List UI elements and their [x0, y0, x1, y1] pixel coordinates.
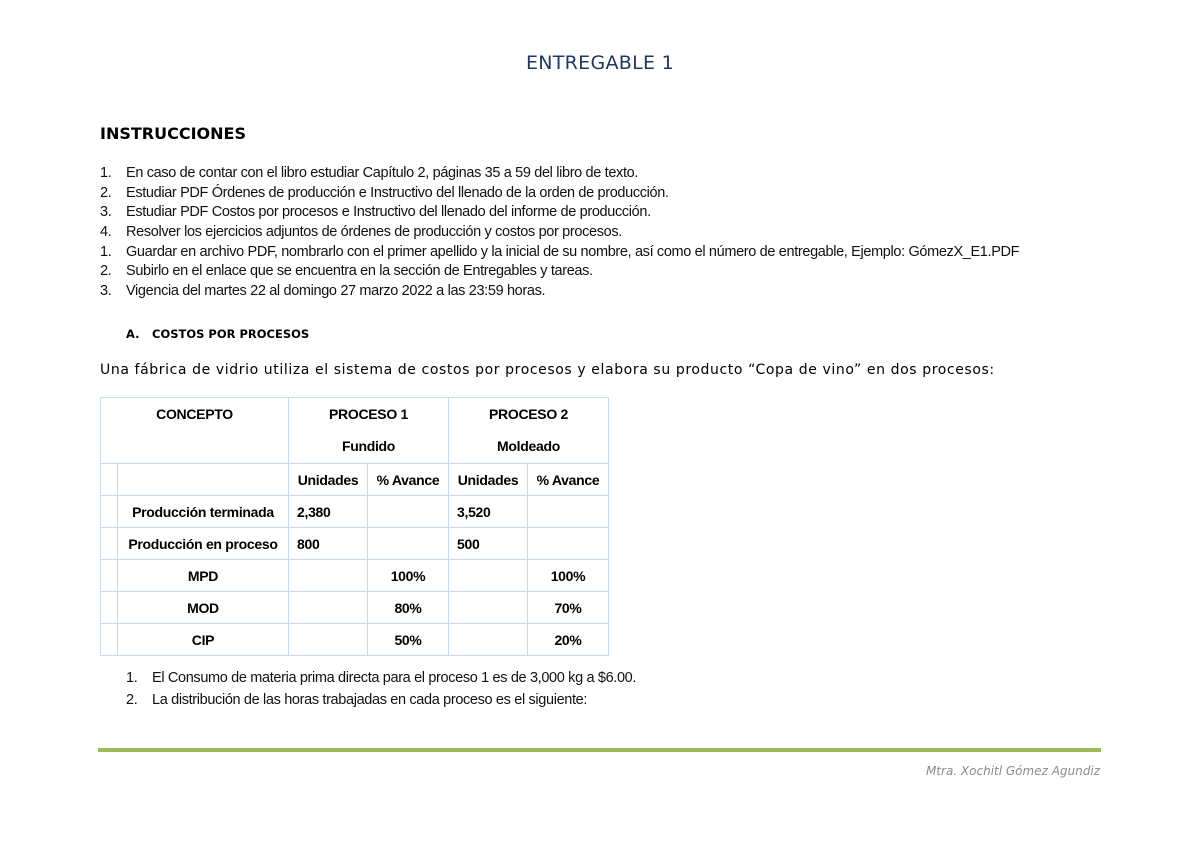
p1-progress-cell	[368, 496, 449, 528]
table-spacer-cell	[101, 528, 118, 560]
list-text: Resolver los ejercicios adjuntos de órdenes de producción y costos por procesos.	[126, 224, 622, 241]
p1-units-cell	[289, 624, 368, 656]
list-text: Estudiar PDF Órdenes de producción e Instructivo del llenado de la orden de producción.	[126, 184, 669, 201]
row-label: MPD	[118, 560, 289, 592]
table-spacer-cell	[101, 592, 118, 624]
table-spacer-cell	[101, 464, 118, 496]
list-text: Guardar en archivo PDF, nombrarlo con el primer apellido y la inicial de su nombre, así como el número de entregable, Ejemplo: GómezX_E1.PDF	[126, 243, 1020, 260]
list-text: Estudiar PDF Costos por procesos e Instructivo del llenado del informe de producción.	[126, 204, 651, 221]
p1-progress-cell: 50%	[368, 624, 449, 656]
p2-units-cell: 500	[449, 528, 528, 560]
list-item	[100, 243, 1100, 263]
table-row	[101, 528, 609, 560]
list-item	[100, 203, 1100, 223]
list-number: 3.	[100, 204, 112, 221]
p1-units-cell: 2,380	[289, 496, 368, 528]
p1-units-cell	[289, 560, 368, 592]
header-proceso-1: PROCESO 1 Fundido	[289, 398, 449, 464]
p2-progress-cell	[528, 496, 609, 528]
p2-progress-cell	[528, 528, 609, 560]
section-letter: A.	[126, 327, 140, 341]
subheader-units-p2: Unidades	[449, 464, 528, 496]
p2-units-cell: 3,520	[449, 496, 528, 528]
list-item	[126, 667, 636, 689]
list-item	[100, 223, 1100, 243]
p1-progress-cell	[368, 528, 449, 560]
process-table	[100, 397, 609, 656]
footer-divider	[98, 748, 1101, 752]
p1-progress-cell: 100%	[368, 560, 449, 592]
table-subheader-row	[101, 464, 609, 496]
row-label: Producción terminada	[118, 496, 289, 528]
row-label: CIP	[118, 624, 289, 656]
list-item	[100, 262, 1100, 282]
table-row	[101, 592, 609, 624]
subheader-progress-p2: % Avance	[528, 464, 609, 496]
p2-progress-cell: 100%	[528, 560, 609, 592]
notes-list	[126, 667, 636, 711]
table-spacer-cell	[101, 496, 118, 528]
header-proceso-2: PROCESO 2 Moldeado	[449, 398, 609, 464]
document-title: ENTREGABLE 1	[525, 52, 675, 74]
subheader-units-p1: Unidades	[289, 464, 368, 496]
table-spacer-cell	[101, 560, 118, 592]
table-row	[101, 560, 609, 592]
table-header-row	[101, 398, 609, 464]
list-number: 2.	[100, 184, 112, 201]
list-number: 1.	[100, 165, 112, 181]
list-number: 3.	[100, 283, 112, 300]
list-text: En caso de contar con el libro estudiar Capítulo 2, páginas 35 a 59 del libro de texto.	[126, 165, 639, 181]
list-number: 1.	[126, 670, 138, 686]
p2-units-cell	[449, 592, 528, 624]
list-number: 4.	[100, 224, 112, 241]
instructions-list	[100, 164, 1100, 302]
intro-paragraph: Una fábrica de vidrio utiliza el sistema de costos por procesos y elabora su producto “Copa de vino” en dos procesos:	[100, 362, 995, 378]
section-title: COSTOS POR PROCESOS	[152, 327, 310, 341]
p1-units-cell	[289, 592, 368, 624]
p1-units-cell: 800	[289, 528, 368, 560]
list-number: 2.	[126, 692, 138, 708]
p2-units-cell	[449, 560, 528, 592]
row-label: Producción en proceso	[118, 528, 289, 560]
header-concepto: CONCEPTO	[101, 398, 289, 464]
list-text: Vigencia del martes 22 al domingo 27 marzo 2022 a las 23:59 horas.	[126, 283, 546, 300]
table-row	[101, 624, 609, 656]
p2-units-cell	[449, 624, 528, 656]
list-item	[126, 689, 636, 711]
instructions-heading: INSTRUCCIONES	[100, 124, 246, 143]
list-text: Subirlo en el enlace que se encuentra en la sección de Entregables y tareas.	[126, 263, 593, 280]
list-text: La distribución de las horas trabajadas en cada proceso es el siguiente:	[152, 692, 588, 708]
table-cell	[118, 464, 289, 496]
p2-progress-cell: 20%	[528, 624, 609, 656]
list-number: 1.	[100, 243, 112, 260]
section-heading	[126, 327, 309, 341]
list-text: El Consumo de materia prima directa para el proceso 1 es de 3,000 kg a $6.00.	[152, 670, 637, 686]
footer-author: Mtra. Xochitl Gómez Agundiz	[925, 764, 1100, 778]
table-row	[101, 496, 609, 528]
row-label: MOD	[118, 592, 289, 624]
p1-progress-cell: 80%	[368, 592, 449, 624]
table-spacer-cell	[101, 624, 118, 656]
list-item	[100, 282, 1100, 302]
list-number: 2.	[100, 263, 112, 280]
list-item	[100, 164, 1100, 184]
list-item	[100, 184, 1100, 204]
subheader-progress-p1: % Avance	[368, 464, 449, 496]
p2-progress-cell: 70%	[528, 592, 609, 624]
